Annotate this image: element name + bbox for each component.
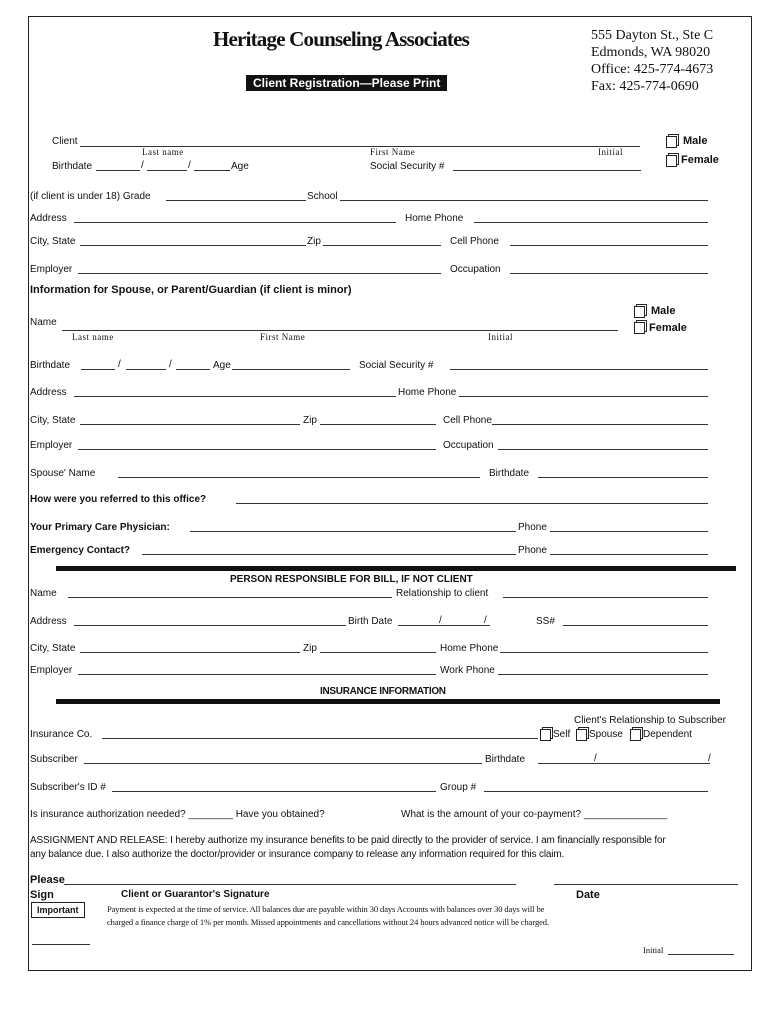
spouse-city-label: City, State <box>30 415 76 426</box>
subscriber-birthdate-field[interactable] <box>538 763 710 764</box>
spouse-birthdate2-field[interactable] <box>538 477 708 478</box>
spouse-name-field[interactable] <box>62 330 618 331</box>
client-birth-year[interactable] <box>194 170 230 171</box>
responsible-home-phone-field[interactable] <box>500 652 708 653</box>
client-employer-field[interactable] <box>78 273 441 274</box>
client-city-label: City, State <box>30 236 76 247</box>
date-field[interactable] <box>554 884 738 885</box>
payment-text-1: Payment is expected at the time of service. All balances due are payable within 30 days Accounts with balances over 30 days will be <box>107 904 545 914</box>
client-grade-field[interactable] <box>166 200 306 201</box>
client-cell-phone-field[interactable] <box>510 245 708 246</box>
spouse-zip-field[interactable] <box>320 424 436 425</box>
responsible-ssn-field[interactable] <box>563 625 708 626</box>
spouse-lastname-caption: Last name <box>72 332 114 342</box>
spouse-age-label: Age <box>213 360 231 371</box>
spouse-employer-label: Employer <box>30 440 73 451</box>
section-rule-responsible <box>56 566 736 571</box>
insurance-company-field[interactable] <box>102 738 538 739</box>
spouse-firstname-caption: First Name <box>260 332 306 342</box>
signature-caption: Client or Guarantor's Signature <box>121 889 270 900</box>
form-subtitle: Client Registration—Please Print <box>246 75 447 91</box>
spouse-birthdate-label: Birthdate <box>30 360 71 371</box>
client-cell-phone-label: Cell Phone <box>450 236 499 247</box>
spouse-birth-year[interactable] <box>176 369 210 370</box>
referred-field[interactable] <box>236 503 708 504</box>
responsible-ssn-label: SS# <box>536 616 555 627</box>
assignment-text-1: ASSIGNMENT AND RELEASE: I hereby authorize my insurance benefits to be paid directly to the provider of service. I am financially responsible for <box>30 835 666 846</box>
client-employer-label: Employer <box>30 264 73 275</box>
client-ssn-label: Social Security # <box>370 161 445 172</box>
physician-phone-label: Phone <box>518 522 547 533</box>
fax-number: Fax: 425-774-0690 <box>591 79 699 94</box>
emergency-phone-field[interactable] <box>550 554 708 555</box>
sign-label: Sign <box>30 889 54 901</box>
spouse-ssn-field[interactable] <box>450 369 708 370</box>
responsible-address-label: Address <box>30 616 67 627</box>
spouse-female-checkbox[interactable] <box>634 322 645 334</box>
subscriber-id-field[interactable] <box>112 791 436 792</box>
insurance-title: INSURANCE INFORMATION <box>320 686 446 697</box>
dependent-label: Dependent <box>643 729 692 740</box>
responsible-name-field[interactable] <box>68 597 392 598</box>
client-birth-month[interactable] <box>96 170 140 171</box>
subscriber-birthdate-label: Birthdate <box>485 754 526 765</box>
payment-text-2: charged a finance charge of 1% per month. Missed appointments and cancellations without 24 hours advanced notice will be charged. <box>107 917 549 927</box>
spouse-birth-day[interactable] <box>126 369 166 370</box>
client-address-label: Address <box>30 213 67 224</box>
left-initial-line <box>32 944 90 945</box>
group-label: Group # <box>440 782 477 793</box>
spouse-male-label: Male <box>651 305 676 317</box>
subscriber-label: Subscriber <box>30 754 78 765</box>
spouse-employer-field[interactable] <box>78 449 436 450</box>
spouse-address-label: Address <box>30 387 67 398</box>
spouse-age-field[interactable] <box>232 369 350 370</box>
signature-field[interactable] <box>64 884 516 885</box>
responsible-relationship-field[interactable] <box>503 597 708 598</box>
emergency-phone-label: Phone <box>518 545 547 556</box>
physician-field[interactable] <box>190 531 516 532</box>
date-caption: Date <box>576 889 600 901</box>
client-occupation-label: Occupation <box>450 264 501 275</box>
address-line-2: Edmonds, WA 98020 <box>591 45 711 60</box>
client-female-checkbox[interactable] <box>666 155 677 167</box>
client-lastname-caption: Last name <box>142 147 184 157</box>
spouse-section-title: Information for Spouse, or Parent/Guardian (if client is minor) <box>30 284 352 296</box>
assignment-text-2: any balance due. I also authorize the doctor/provider or insurance company to release any information required for this claim. <box>30 849 565 860</box>
self-label: Self <box>553 729 571 740</box>
responsible-zip-field[interactable] <box>320 652 436 653</box>
spouse-cell-phone-label: Cell Phone <box>443 415 492 426</box>
spouse-initial-caption: Initial <box>488 332 513 342</box>
responsible-birthdate-field[interactable] <box>398 625 490 626</box>
spouse-male-checkbox[interactable] <box>634 306 645 318</box>
initial-field[interactable] <box>668 954 734 955</box>
spouse-address-field[interactable] <box>74 396 396 397</box>
client-label: Client <box>52 136 78 147</box>
spouse-cell-phone-field[interactable] <box>492 424 708 425</box>
spouse-ssn-label: Social Security # <box>359 360 434 371</box>
client-zip-label: Zip <box>307 236 321 247</box>
insurance-relationship-label: Client's Relationship to Subscriber <box>574 715 726 726</box>
client-female-label: Female <box>681 154 719 166</box>
responsible-zip-label: Zip <box>303 643 317 654</box>
responsible-work-phone-label: Work Phone <box>440 665 495 676</box>
referred-label: How were you referred to this office? <box>30 494 207 505</box>
client-ssn-field[interactable] <box>453 170 641 171</box>
spouse-occupation-field[interactable] <box>498 449 708 450</box>
client-firstname-caption: First Name <box>370 147 416 157</box>
spouse-checkbox[interactable] <box>576 729 587 741</box>
initial-label: Initial <box>643 945 664 955</box>
client-age-label: Age <box>231 161 249 172</box>
client-grade-label: (if client is under 18) Grade <box>30 191 151 202</box>
subscriber-id-label: Subscriber's ID # <box>30 782 106 793</box>
client-occupation-field[interactable] <box>510 273 708 274</box>
client-city-field[interactable] <box>80 245 306 246</box>
client-zip-field[interactable] <box>323 245 441 246</box>
physician-label: Your Primary Care Physician: <box>30 522 170 533</box>
address-line-1: 555 Dayton St., Ste C <box>591 28 714 43</box>
client-school-field[interactable] <box>340 200 708 201</box>
spouse-city-field[interactable] <box>80 424 300 425</box>
client-male-checkbox[interactable] <box>666 136 677 148</box>
spouse-name2-label: Spouse' Name <box>30 468 96 479</box>
responsible-work-phone-field[interactable] <box>498 674 708 675</box>
responsible-address-field[interactable] <box>74 625 346 626</box>
spouse-home-phone-field[interactable] <box>459 396 708 397</box>
responsible-name-label: Name <box>30 588 57 599</box>
spouse-female-label: Female <box>649 322 687 334</box>
group-field[interactable] <box>484 791 708 792</box>
spouse-home-phone-label: Home Phone <box>398 387 457 398</box>
please-label: Please <box>30 874 65 886</box>
responsible-birthdate-label: Birth Date <box>348 616 393 627</box>
responsible-city-label: City, State <box>30 643 76 654</box>
office-address <box>591 27 713 95</box>
client-birthdate-label: Birthdate <box>52 161 93 172</box>
physician-phone-field[interactable] <box>550 531 708 532</box>
spouse-occupation-label: Occupation <box>443 440 494 451</box>
responsible-employer-label: Employer <box>30 665 73 676</box>
copay-question: What is the amount of your co-payment? _______________ <box>401 809 668 820</box>
emergency-field[interactable] <box>142 554 516 555</box>
section-rule-insurance <box>56 699 720 704</box>
office-phone: Office: 425-774-4673 <box>591 62 714 77</box>
auth-question: Is insurance authorization needed? ________ Have you obtained? <box>30 809 325 820</box>
spouse-name2-field[interactable] <box>118 477 480 478</box>
spouse-birth-month[interactable] <box>81 369 115 370</box>
responsible-home-phone-label: Home Phone <box>440 643 499 654</box>
spouse-relationship-label: Spouse <box>589 729 623 740</box>
responsible-title: PERSON RESPONSIBLE FOR BILL, IF NOT CLIENT <box>230 574 473 585</box>
responsible-city-field[interactable] <box>80 652 300 653</box>
spouse-name-label: Name <box>30 317 57 328</box>
emergency-label: Emergency Contact? <box>30 545 131 556</box>
spouse-birthdate2-label: Birthdate <box>489 468 530 479</box>
insurance-company-label: Insurance Co. <box>30 729 93 740</box>
org-name: Heritage Counseling Associates <box>213 27 469 51</box>
responsible-employer-field[interactable] <box>78 674 436 675</box>
responsible-relationship-label: Relationship to client <box>396 588 489 599</box>
spouse-zip-label: Zip <box>303 415 317 426</box>
client-home-phone-label: Home Phone <box>405 213 464 224</box>
client-birth-day[interactable] <box>147 170 187 171</box>
client-male-label: Male <box>683 135 708 147</box>
client-home-phone-field[interactable] <box>474 222 708 223</box>
client-initial-caption: Initial <box>598 147 623 157</box>
self-checkbox[interactable] <box>540 729 551 741</box>
client-school-label: School <box>307 191 338 202</box>
subscriber-field[interactable] <box>84 763 482 764</box>
dependent-checkbox[interactable] <box>630 729 641 741</box>
important-box: Important <box>31 902 85 918</box>
client-address-field[interactable] <box>74 222 396 223</box>
